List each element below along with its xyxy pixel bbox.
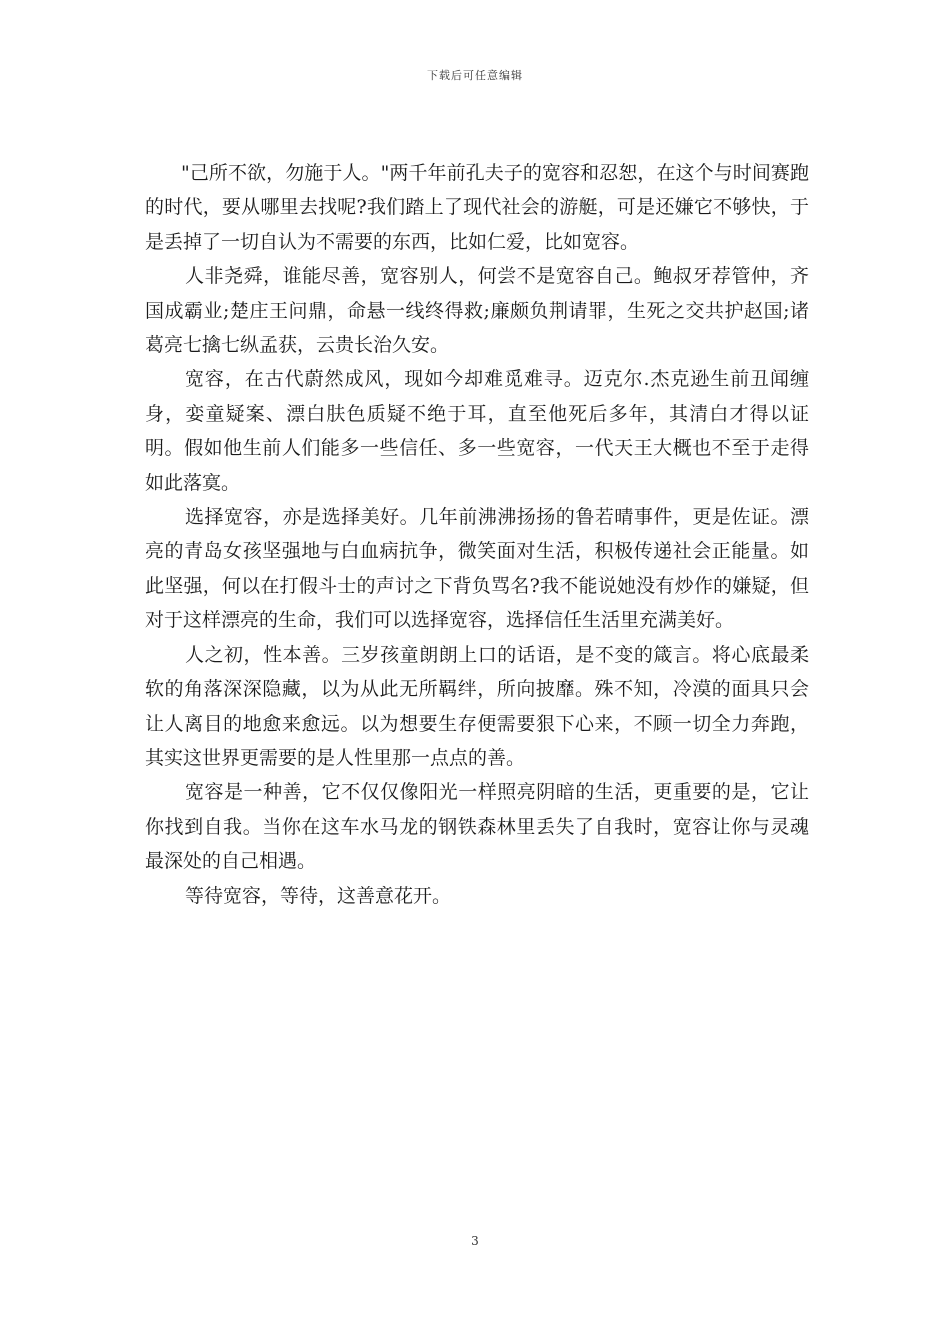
paragraph-1: "己所不欲，勿施于人。"两千年前孔夫子的宽容和忍恕，在这个与时间赛跑的时代，要从哪里去找呢?我们踏上了现代社会的游艇，可是还嫌它不够快，于是丢掉了一切自认为不需要的东西，比如仁爱，比如宽容。 (145, 162, 809, 253)
document-body (145, 156, 809, 913)
paragraph-5: 人之初，性本善。三岁孩童朗朗上口的话语，是不变的箴言。将心底最柔软的角落深深隐藏，以为从此无所羁绊，所向披靡。殊不知，冷漠的面具只会让人离目的地愈来愈远。以为想要生存便需要狠下心来，不顾一切全力奔跑，其实这世界更需要的是人性里那一点点的善。 (145, 643, 809, 769)
page-number: 3 (471, 1234, 479, 1248)
paragraph-4: 选择宽容，亦是选择美好。几年前沸沸扬扬的鲁若晴事件，更是佐证。漂亮的青岛女孩坚强地与白血病抗争，微笑面对生活，积极传递社会正能量。如此坚强，何以在打假斗士的声讨之下背负骂名?我不能说她没有炒作的嫌疑，但对于这样漂亮的生命，我们可以选择宽容，选择信任生活里充满美好。 (145, 506, 809, 632)
paragraph-2: 人非尧舜，谁能尽善，宽容别人，何尝不是宽容自己。鲍叔牙荐管仲，齐国成霸业;楚庄王问鼎，命悬一线终得救;廉颇负荆请罪，生死之交共护赵国;诸葛亮七擒七纵孟获，云贵长治久安。 (145, 265, 809, 357)
paragraph-3: 宽容，在古代蔚然成风，现如今却难觅难寻。迈克尔.杰克逊生前丑闻缠身，娈童疑案、漂白肤色质疑不绝于耳，直至他死后多年，其清白才得以证明。假如他生前人们能多一些信任、多一些宽容，一代天王大概也不至于走得如此落寞。 (145, 368, 809, 494)
paragraph-7: 等待宽容，等待，这善意花开。 (185, 884, 452, 907)
paragraph-6: 宽容是一种善，它不仅仅像阳光一样照亮阴暗的生活，更重要的是，它让你找到自我。当你在这车水马龙的钢铁森林里丢失了自我时，宽容让你与灵魂最深处的自己相遇。 (145, 781, 809, 873)
page-header: 下载后可任意编辑 (427, 69, 523, 82)
